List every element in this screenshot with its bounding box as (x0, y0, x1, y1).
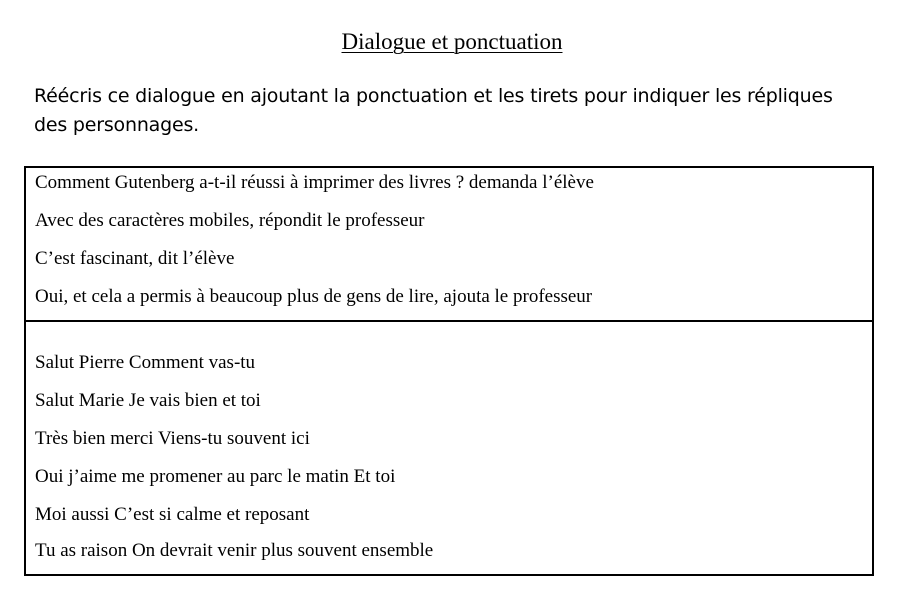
dialogue-line: Moi aussi C’est si calme et reposant (35, 504, 310, 525)
dialogue-line: C’est fascinant, dit l’élève (35, 248, 235, 269)
dialogue-line: Oui j’aime me promener au parc le matin Et toi (35, 466, 396, 487)
dialogue-line: Très bien merci Viens-tu souvent ici (35, 428, 310, 449)
instruction-text: Réécris ce dialogue en ajoutant la ponctuation et les tirets pour indiquer les répliques des personnages. (34, 85, 833, 136)
dialogue-line: Salut Marie Je vais bien et toi (35, 390, 261, 411)
dialogue-box-1 (24, 166, 874, 322)
dialogue-line: Comment Gutenberg a-t-il réussi à imprimer des livres ? demanda l’élève (35, 172, 594, 193)
dialogue-line: Salut Pierre Comment vas-tu (35, 352, 256, 373)
dialogue-line: Avec des caractères mobiles, répondit le professeur (35, 210, 425, 231)
dialogue-line: Tu as raison On devrait venir plus souvent ensemble (35, 540, 434, 561)
dialogue-box-2 (24, 320, 874, 576)
dialogue-line: Oui, et cela a permis à beaucoup plus de gens de lire, ajouta le professeur (35, 286, 593, 307)
page-title: Dialogue et ponctuation (341, 29, 563, 54)
